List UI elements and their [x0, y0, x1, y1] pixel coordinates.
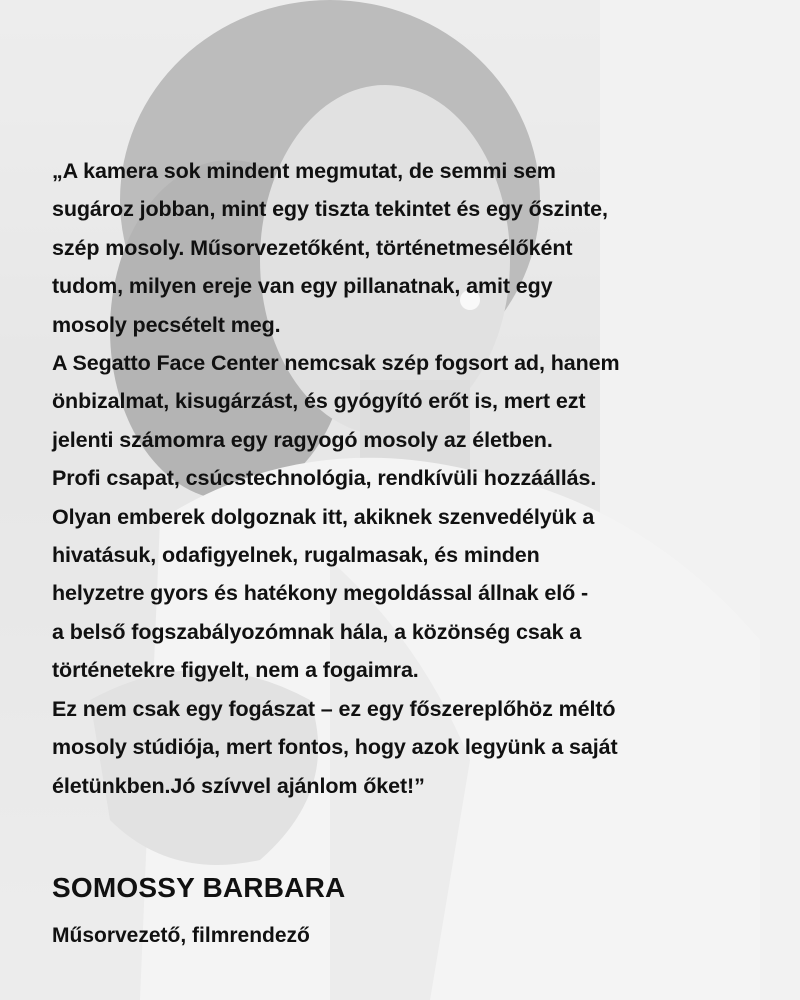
- quote-line: mosoly stúdiója, mert fontos, hogy azok legyünk a saját: [52, 735, 618, 760]
- quote-line: történetekre figyelt, nem a fogaimra.: [52, 658, 419, 683]
- author-role: Műsorvezető, filmrendező: [52, 924, 310, 947]
- quote-line: „A kamera sok mindent megmutat, de semmi sem: [52, 159, 556, 183]
- quote-line: Ez nem csak egy fogászat – ez egy főszereplőhöz méltó: [52, 696, 616, 721]
- quote-line: Olyan emberek dolgoznak itt, akiknek szenvedélyük a: [52, 504, 595, 529]
- quote-line: hivatásuk, odafigyelnek, rugalmasak, és minden: [52, 543, 540, 568]
- quote-line: sugároz jobban, mint egy tiszta tekintet és egy őszinte,: [52, 197, 608, 222]
- quote-line: szép mosoly. Műsorvezetőként, történetmesélőként: [52, 235, 573, 260]
- quote-line: helyzetre gyors és hatékony megoldással állnak elő -: [52, 581, 589, 606]
- testimonial-quote: [52, 152, 764, 805]
- quote-line: önbizalmat, kisugárzást, és gyógyító erőt is, mert ezt: [52, 389, 586, 414]
- quote-text: [52, 152, 764, 805]
- author-name: SOMOSSY BARBARA: [52, 872, 346, 903]
- quote-line: A Segatto Face Center nemcsak szép fogsort ad, hanem: [52, 351, 620, 376]
- quote-line: jelenti számomra egy ragyogó mosoly az életben.: [52, 427, 553, 452]
- quote-line: életünkben.Jó szívvel ajánlom őket!”: [52, 773, 425, 798]
- quote-line: tudom, milyen ereje van egy pillanatnak, amit egy: [52, 274, 553, 299]
- quote-line: mosoly pecsételt meg.: [52, 312, 281, 337]
- quote-line: Profi csapat, csúcstechnológia, rendkívüli hozzáállás.: [52, 466, 597, 491]
- quote-line: a belső fogszabályozómnak hála, a közönség csak a: [52, 619, 582, 644]
